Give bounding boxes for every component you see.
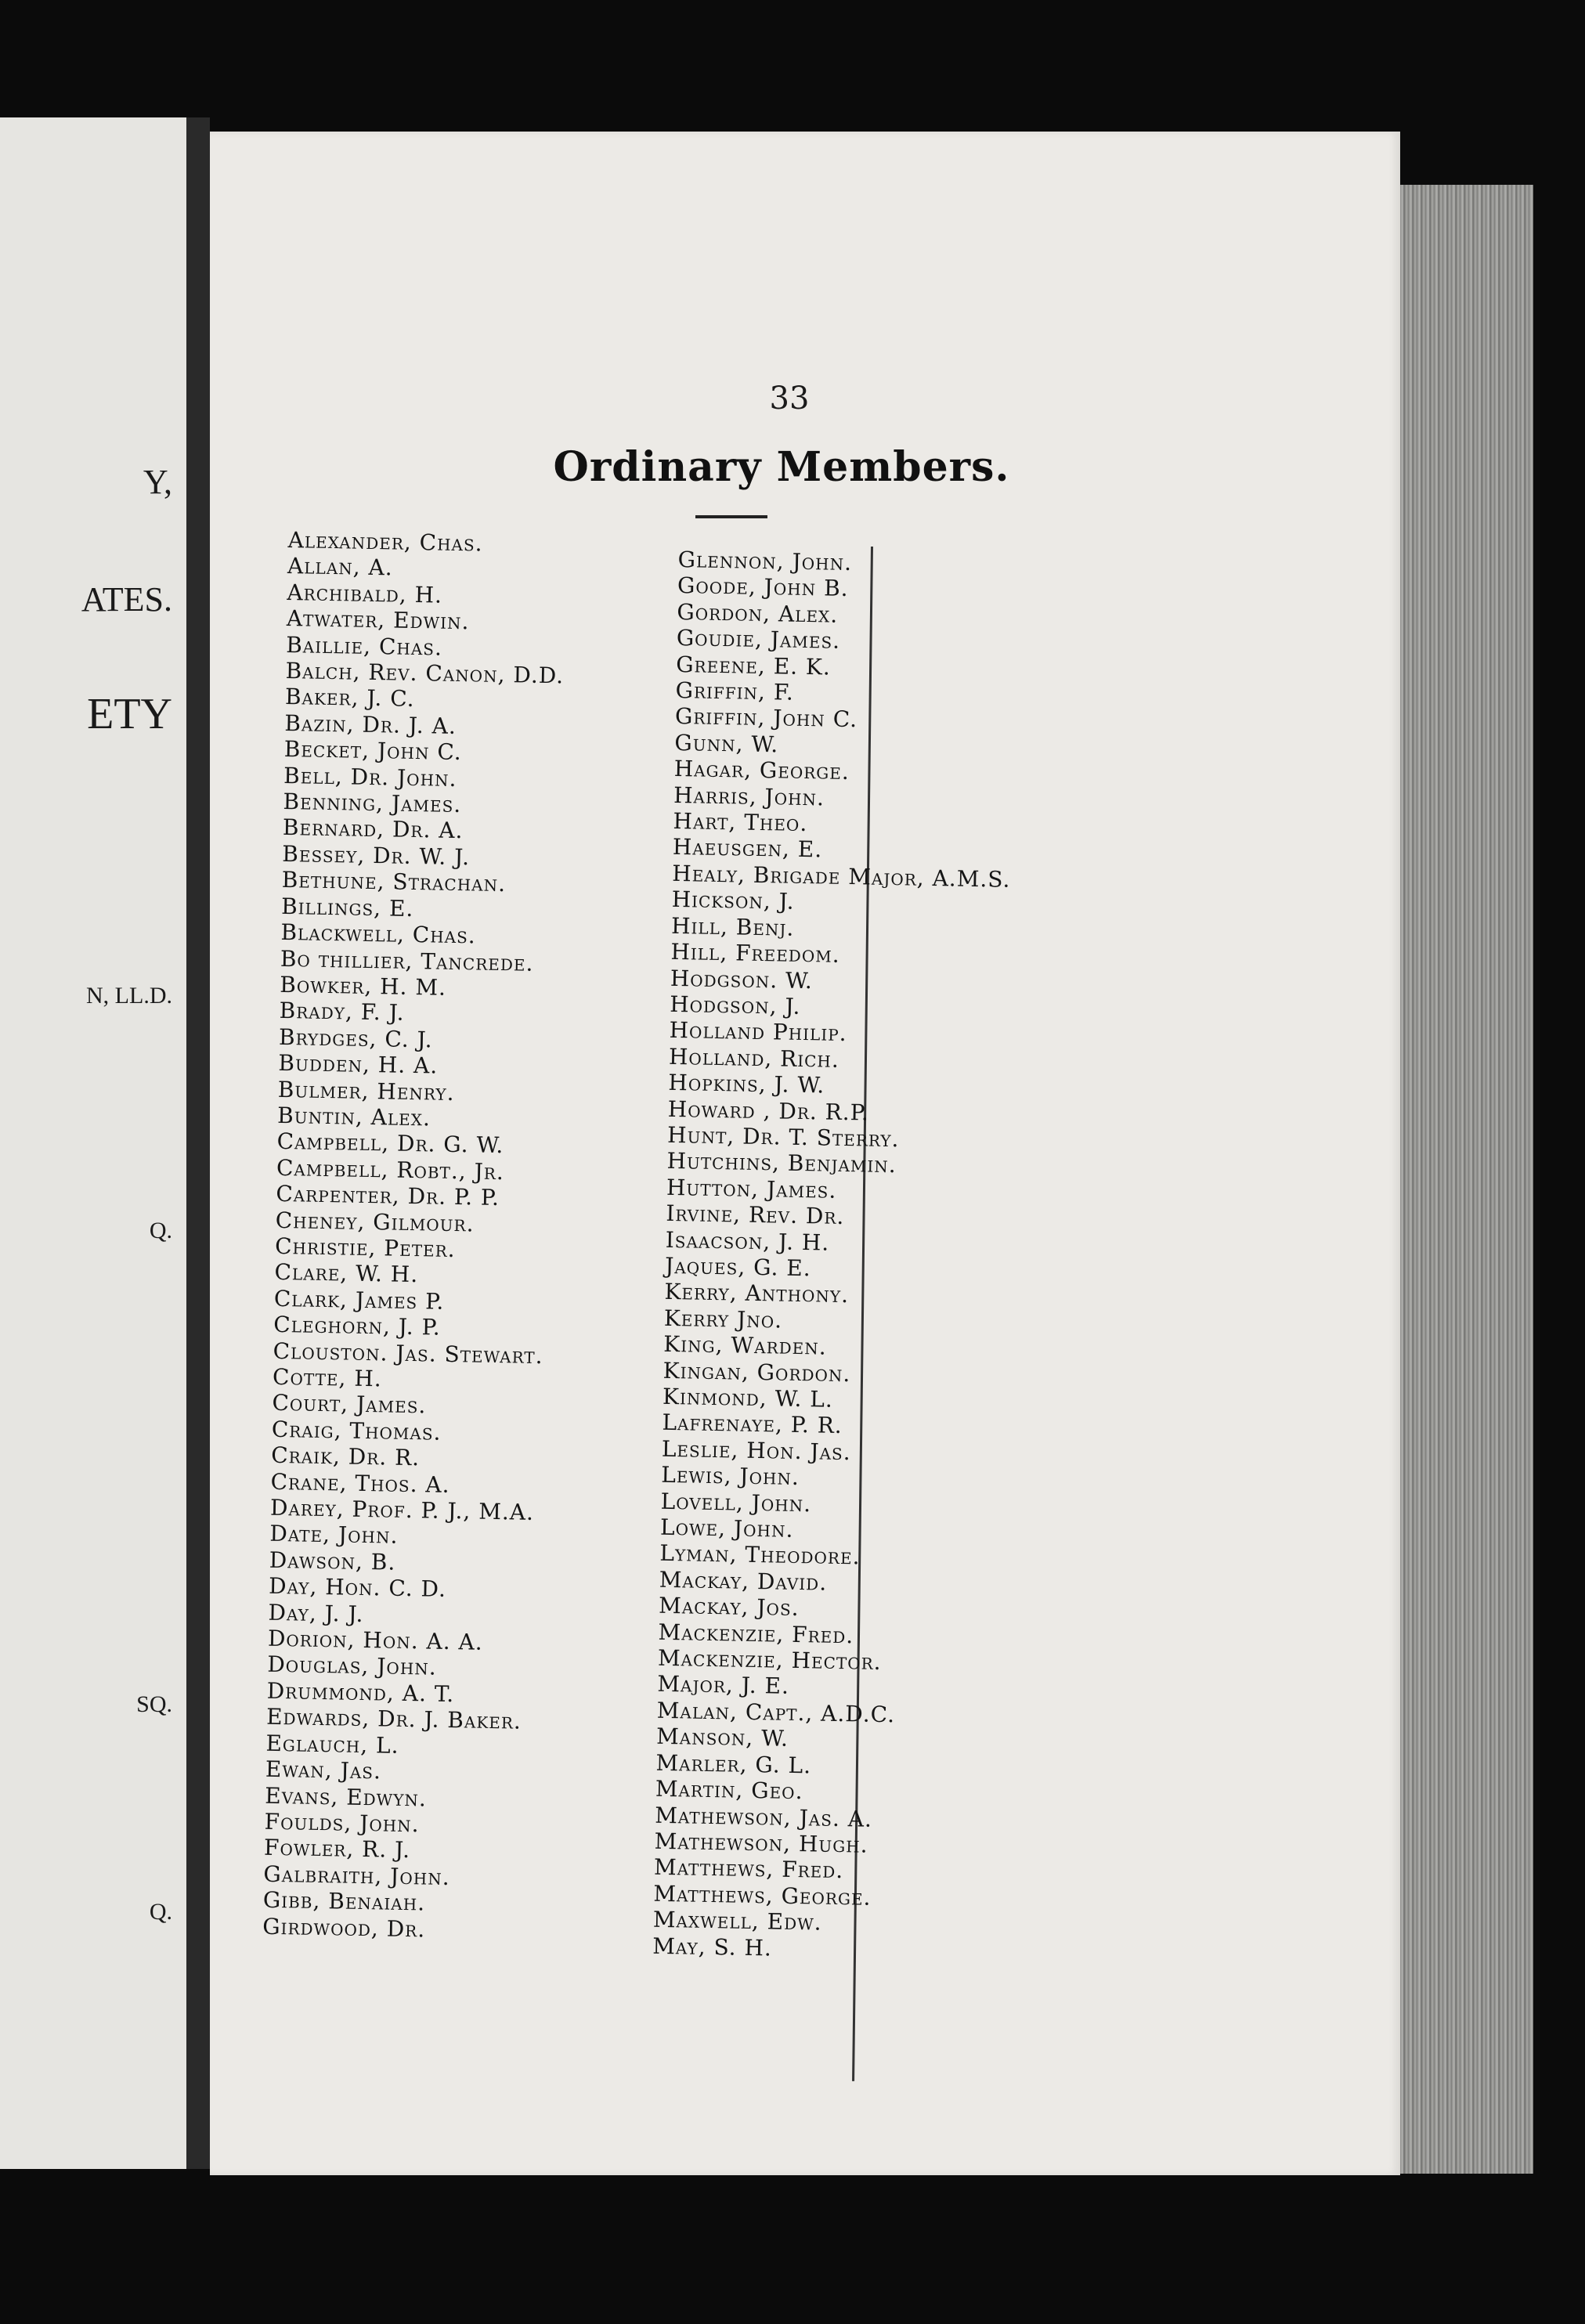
member-entry: Date, John.	[269, 1521, 399, 1550]
member-entry: Hickson, J.	[671, 886, 795, 915]
member-entry: Maxwell, Edw.	[652, 1906, 822, 1936]
facing-page-text-fragment: Q.	[149, 1218, 172, 1243]
book-gutter	[186, 117, 210, 2169]
member-entry: Archibald, H.	[287, 579, 443, 608]
member-entry: Cotte, H.	[272, 1363, 382, 1392]
member-entry: Jaques, G. E.	[664, 1252, 811, 1282]
facing-page	[0, 117, 186, 2169]
member-entry: Kerry, Anthony.	[664, 1279, 850, 1308]
member-entry: Hart, Theo.	[673, 808, 808, 837]
member-entry: Gordon, Alex.	[677, 598, 839, 628]
member-entry: Balch, Rev. Canon, D.D.	[285, 658, 565, 689]
member-entry: Brydges, C. J.	[278, 1023, 433, 1053]
members-column-left	[262, 527, 567, 1944]
member-entry: Evans, Edwyn.	[265, 1782, 428, 1812]
title-rule	[695, 515, 767, 518]
member-entry: Isaacson, J. H.	[665, 1226, 830, 1256]
document-page	[210, 132, 1400, 2175]
member-entry: Matthews, Fred.	[653, 1854, 844, 1884]
facing-page-text-fragment: N, LL.D.	[86, 983, 172, 1009]
member-entry: Carpenter, Dr. P. P.	[276, 1181, 500, 1211]
member-entry: Benning, James.	[283, 788, 462, 818]
member-entry: Hodgson, J.	[669, 991, 801, 1019]
member-entry: Irvine, Rev. Dr.	[666, 1200, 845, 1230]
facing-page-text-fragment: SQ.	[136, 1691, 172, 1717]
member-entry: Hill, Freedom.	[670, 939, 840, 968]
member-entry: Douglas, John.	[267, 1651, 438, 1681]
member-entry: Mackenzie, Fred.	[658, 1618, 854, 1648]
member-entry: Edwards, Dr. J. Baker.	[265, 1704, 522, 1734]
member-entry: Bo thillier, Tancrede.	[280, 945, 534, 976]
member-entry: Manson, W.	[655, 1723, 789, 1752]
member-entry: Campbell, Dr. G. W.	[276, 1128, 504, 1159]
facing-page-text-fragment: ATES.	[81, 580, 172, 619]
member-entry: Bessey, Dr. W. J.	[282, 840, 471, 871]
member-entry: Dorion, Hon. A. A.	[267, 1625, 484, 1655]
member-entry: Buntin, Alex.	[276, 1102, 431, 1131]
member-entry: Lyman, Theodore.	[659, 1540, 861, 1570]
member-entry: Leslie, Hon. Jas.	[661, 1435, 852, 1466]
member-entry: Bowker, H. M.	[279, 971, 447, 1001]
member-entry: Hagar, George.	[673, 756, 850, 785]
member-entry: Holland Philip.	[669, 1017, 847, 1047]
member-entry: Howard , Dr. R.P.	[667, 1095, 870, 1126]
member-entry: Malan, Capt., A.D.C.	[656, 1697, 896, 1728]
members-column-right	[652, 547, 1016, 1965]
member-entry: Hutchins, Benjamin.	[666, 1148, 897, 1178]
member-entry: Allan, A.	[287, 553, 394, 581]
member-entry: Baker, J. C.	[284, 684, 415, 713]
member-entry: Cheney, Gilmour.	[275, 1207, 475, 1237]
member-entry: Eglauch, L.	[265, 1730, 399, 1759]
member-entry: Goode, John B.	[677, 572, 849, 602]
member-entry: Mathewson, Jas. A.	[655, 1802, 873, 1832]
member-entry: Martin, Geo.	[655, 1775, 803, 1805]
member-entry: Lovell, John.	[660, 1488, 812, 1517]
member-entry: Mackay, Jos.	[658, 1593, 800, 1622]
member-entry: Clark, James P.	[273, 1285, 445, 1315]
member-entry: Gibb, Benaiah.	[262, 1886, 426, 1916]
facing-page-text-fragment: ETY	[87, 690, 172, 738]
member-entry: Bazin, Dr. J. A.	[284, 709, 457, 739]
member-entry: Clare, W. H.	[274, 1259, 419, 1288]
member-entry: Bell, Dr. John.	[283, 762, 457, 792]
member-entry: Darey, Prof. P. J., M.A.	[269, 1494, 535, 1525]
member-entry: Hopkins, J. W.	[668, 1070, 825, 1099]
member-entry: Harris, John.	[673, 781, 825, 811]
member-entry: Healy, Brigade Major, A.M.S.	[672, 860, 1011, 893]
member-entry: Griffin, John C.	[674, 703, 858, 733]
member-entry: Goudie, James.	[676, 625, 841, 655]
member-entry: Lafrenaye, P. R.	[662, 1409, 843, 1439]
member-entry: Craig, Thomas.	[271, 1416, 442, 1445]
member-entry: Galbraith, John.	[263, 1860, 450, 1890]
member-entry: Drummond, A. T.	[266, 1677, 455, 1708]
member-entry: Girdwood, Dr.	[262, 1913, 426, 1943]
member-entry: Court, James.	[272, 1390, 427, 1419]
member-entry: Bernard, Dr. A.	[282, 814, 464, 844]
member-entry: Christie, Peter.	[274, 1232, 456, 1263]
member-entry: Baillie, Chas.	[285, 631, 443, 661]
member-entry: Cleghorn, J. P.	[273, 1312, 442, 1341]
member-entry: Kerry Jno.	[663, 1305, 783, 1333]
member-entry: Mackay, David.	[659, 1566, 828, 1596]
member-entry: Hutton, James.	[666, 1174, 837, 1204]
member-entry: Foulds, John.	[264, 1808, 420, 1838]
member-entry: Griffin, F.	[675, 677, 795, 706]
member-entry: Dawson, B.	[269, 1546, 396, 1575]
member-entry: Blackwell, Chas.	[280, 919, 477, 949]
facing-page-text-fragment: Y,	[143, 463, 172, 501]
member-entry: Brady, F. J.	[279, 998, 405, 1027]
member-entry: Hodgson. W.	[670, 965, 814, 994]
member-entry: King, Warden.	[663, 1331, 828, 1360]
member-entry: Crane, Thos. A.	[270, 1468, 450, 1498]
member-entry: Ewan, Jas.	[265, 1756, 382, 1784]
member-entry: Haeusgen, E.	[672, 834, 823, 863]
member-entry: Greene, E. K.	[675, 651, 832, 680]
member-entry: Matthews, George.	[653, 1880, 872, 1911]
member-entry: Kinmond, W. L.	[662, 1383, 834, 1413]
member-entry: Bethune, Strachan.	[281, 867, 507, 897]
member-entry: Bulmer, Henry.	[277, 1076, 455, 1106]
member-entry: Marler, G. L.	[655, 1749, 812, 1779]
member-entry: May, S. H.	[652, 1932, 773, 1961]
page-title: Ordinary Members.	[553, 443, 1010, 491]
member-entry: Becket, John C.	[283, 736, 463, 766]
member-entry: Day, Hon. C. D.	[268, 1573, 447, 1603]
member-entry: Fowler, R. J.	[263, 1835, 411, 1864]
member-entry: Hunt, Dr. T. Sterry.	[666, 1121, 900, 1153]
member-entry: Gunn, W.	[674, 729, 779, 758]
member-entry: Billings, E.	[280, 893, 414, 922]
facing-page-text-fragment: Q.	[149, 1899, 172, 1925]
member-entry: Day, J. J.	[268, 1599, 364, 1627]
member-entry: Lowe, John.	[659, 1514, 794, 1543]
member-entry: Alexander, Chas.	[287, 527, 483, 557]
member-entry: Major, J. E.	[657, 1671, 790, 1700]
member-entry: Clouston. Jas. Stewart.	[273, 1337, 543, 1369]
member-entry: Budden, H. A.	[278, 1050, 439, 1079]
member-entry: Lewis, John.	[660, 1462, 800, 1491]
member-entry: Mathewson, Hugh.	[654, 1828, 868, 1858]
member-entry: Kingan, Gordon.	[663, 1357, 851, 1387]
member-entry: Craik, Dr. R.	[270, 1442, 421, 1471]
member-entry: Glennon, John.	[677, 547, 853, 576]
page-edges	[1400, 185, 1533, 2174]
page-number: 33	[769, 381, 810, 417]
member-entry: Atwater, Edwin.	[286, 605, 470, 635]
member-entry: Campbell, Robt., Jr.	[276, 1154, 505, 1185]
member-entry: Mackenzie, Hector.	[657, 1644, 882, 1676]
member-entry: Holland, Rich.	[668, 1043, 840, 1073]
member-entry: Hill, Benj.	[670, 912, 795, 941]
